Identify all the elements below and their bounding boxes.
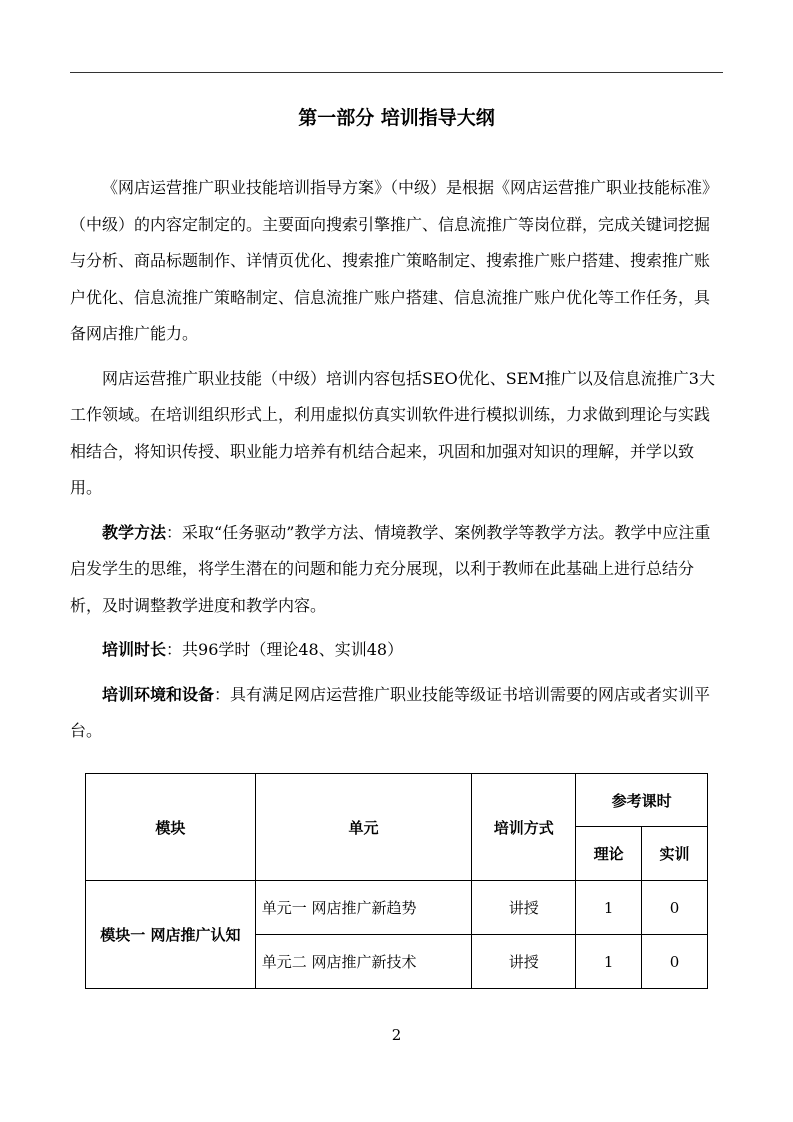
paragraph-method bbox=[70, 515, 723, 625]
header-hours: 参考课时 bbox=[576, 774, 708, 827]
header-module: 模块 bbox=[86, 774, 256, 881]
method-cell: 讲授 bbox=[472, 935, 576, 989]
env-text: ：具有满足网店运营推广职业技能等级证书培训需要的网店或者实训平台。 bbox=[70, 684, 711, 740]
table-header-row bbox=[86, 774, 708, 827]
unit-cell: 单元一 网店推广新趋势 bbox=[255, 881, 472, 935]
theory-cell: 1 bbox=[576, 881, 642, 935]
header-method: 培训方式 bbox=[472, 774, 576, 881]
paragraph-content: 网店运营推广职业技能（中级）培训内容包括SEO优化、SEM推广以及信息流推广3大工作领域。在培训组织形式上，利用虚拟仿真实训软件进行模拟训练，力求做到理论与实践相结合，将知识传授、职业能力培养有机结合起来，巩固和加强对知识的理解，并学以致用。 bbox=[70, 368, 715, 497]
header-rule bbox=[70, 72, 723, 73]
page-number: 2 bbox=[391, 1026, 402, 1044]
env-label: 培训环境和设备 bbox=[102, 684, 215, 704]
paragraph-environment bbox=[70, 677, 723, 750]
header-practice: 实训 bbox=[642, 827, 708, 881]
body-text bbox=[70, 170, 723, 758]
header-theory: 理论 bbox=[576, 827, 642, 881]
practice-cell: 0 bbox=[642, 935, 708, 989]
unit-cell: 单元二 网店推广新技术 bbox=[255, 935, 472, 989]
theory-cell: 1 bbox=[576, 935, 642, 989]
module-name: 模块一 网店推广认知 bbox=[86, 881, 256, 989]
method-cell: 讲授 bbox=[472, 881, 576, 935]
paragraph-duration bbox=[70, 632, 723, 669]
table-row bbox=[86, 881, 708, 935]
duration-label: 培训时长 bbox=[102, 640, 167, 659]
method-label: 教学方法 bbox=[102, 522, 167, 542]
header-unit: 单元 bbox=[255, 774, 472, 881]
page-title: 第一部分 培训指导大纲 bbox=[298, 107, 495, 129]
duration-text: ：共96学时（理论48、实训48） bbox=[166, 640, 404, 659]
method-text: ：采取“任务驱动”教学方法、情境教学、案例教学等教学方法。教学中应注重启发学生的思维，将学生潜在的问题和能力充分展现，以利于教师在此基础上进行总结分析，及时调整教学进度和教学内容。 bbox=[70, 522, 711, 615]
practice-cell: 0 bbox=[642, 881, 708, 935]
curriculum-table bbox=[85, 773, 708, 989]
paragraph-intro: 《网店运营推广职业技能培训指导方案》（中级）是根据《网店运营推广职业技能标准》（中级）的内容定制定的。主要面向搜索引擎推广、信息流推广等岗位群，完成关键词挖掘与分析、商品标题制作、详情页优化、搜索推广策略制定、搜索推广账户搭建、搜索推广账户优化、信息流推广策略制定、信息流推广账户搭建、信息流推广账户优化等工作任务，具备网店推广能力。 bbox=[70, 178, 719, 343]
